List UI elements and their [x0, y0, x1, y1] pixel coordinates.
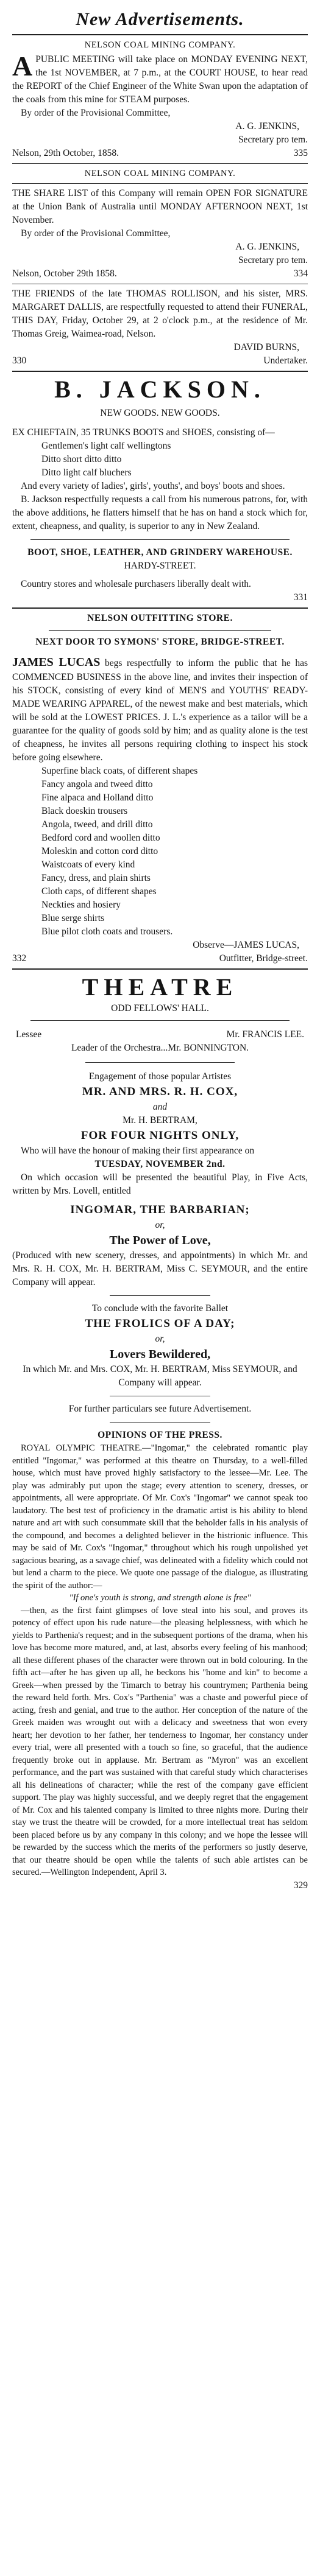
conjunction: or,: [155, 1220, 165, 1230]
ballet-subtitle: Lovers Bewildered,: [109, 1348, 211, 1361]
list-item: Black doeskin trousers: [41, 806, 128, 816]
ad-observe: Observe—JAMES LUCAS,: [193, 940, 299, 950]
ad-signer: Outfitter, Bridge-street.: [219, 953, 308, 964]
list-item: Blue serge shirts: [41, 913, 105, 923]
opinions-title: OPINIONS OF THE PRESS.: [98, 1430, 222, 1440]
ad-line: EX CHIEFTAIN, 35 TRUNKS BOOTS and SHOES, consisting of—: [12, 427, 275, 438]
list-item: Angola, tweed, and drill ditto: [41, 819, 153, 830]
ad-body: Country stores and wholesale purchasers liberally dealt with.: [21, 579, 251, 589]
ballet-cast: In which Mr. and Mrs. COX, Mr. H. BERTRAM, Miss SEYMOUR, and Company will appear.: [23, 1364, 297, 1388]
divider: [12, 968, 308, 970]
lessee-label: Lessee: [16, 1029, 42, 1040]
ad-line: And every variety of ladies', girls', youths', and boys' boots and shoes.: [21, 481, 285, 491]
divider: [30, 539, 290, 540]
appearance-line: Who will have the honour of making their first appearance on: [21, 1146, 255, 1156]
divider: [85, 1062, 235, 1063]
ad-heading: NELSON COAL MINING COMPANY.: [84, 169, 236, 178]
ad-role: Undertaker.: [263, 355, 308, 366]
ad-tagline: NEW GOODS. NEW GOODS.: [100, 408, 220, 418]
divider: [30, 1020, 290, 1021]
divider: [12, 607, 308, 609]
engagement-length: FOR FOUR NIGHTS ONLY,: [80, 1129, 240, 1142]
store-street: HARDY-STREET.: [124, 561, 196, 571]
artists-name: MR. AND MRS. R. H. COX,: [82, 1085, 238, 1098]
ad-order: By order of the Provisional Committee,: [21, 108, 171, 118]
ad-body: begs respectfully to inform the public that he has COMMENCED BUSINESS in the above line, and invites their inspection of his STOCK, consisting of every kind of MEN'S and YOUTHS' READY-MADE WEARING APPAREL, of the newest make and best materials, which will be sold at the LOWEST PRICES. J. L.'s experience as a tailor will be a guarantee for the quality of goods sold by him; and as quality alone is the test of cheapness, he invites all persons requiring clothing to inspect his stock before going elsewhere.: [12, 658, 308, 763]
divider: [12, 163, 308, 164]
list-item: Blue pilot cloth coats and trousers.: [41, 926, 173, 937]
press-paragraph: ROYAL OLYMPIC THEATRE.—"Ingomar," the celebrated romantic play entitled "Ingomar," was performed at this theatre on Thursday, to a well-filled house, which must have proved highly satisfactory to the lessee—Mr. Lee. The play was admirably put upon the stage; every attention to scenery, dresses, or appointments, all were appropriate. Of Mr. Cox's "Ingomar" we cannot speak too laudatory. The best test of proficiency in the dramatic artist is his ability to blend nature and art with such consummate skill that the beholder falls in his analysis of the compound, and becomes a delighted believer in the histrionic influence. This may be said of Mr. Cox's "Ingomar," throughout which his rough unpolished yet sagacious bearing, as a savage chief, was delineated with a fidelity which could not but lend a charm to the piece. We quote one passage of the dialogue, as illustrating the spirit of the author:—: [12, 1443, 308, 1591]
drop-cap: A: [12, 51, 33, 82]
ad-body: B. Jackson respectfully requests a call from his numerous patrons, for, with the above additions, he flatters himself that he has on hand a stock which for, extent, cheapness, and quality, is superior to any in New Zealand.: [12, 494, 308, 531]
press-quote: "If one's youth is strong, and strength alone is free": [69, 1593, 251, 1603]
divider: [12, 371, 308, 372]
conclude-line: To conclude with the favorite Ballet: [91, 1303, 229, 1314]
list-item: Cloth caps, of different shapes: [41, 886, 157, 897]
ad-role: Secretary pro tem.: [238, 255, 308, 265]
conjunction: and: [152, 1102, 168, 1112]
ad-number: 334: [293, 268, 308, 279]
ad-date: Nelson, 29th October, 1858.: [12, 148, 119, 158]
list-item: Neckties and hosiery: [41, 900, 121, 910]
ad-signer: A. G. JENKINS,: [235, 121, 299, 131]
play-title: INGOMAR, THE BARBARIAN;: [70, 1203, 250, 1216]
list-item: Moleskin and cotton cord ditto: [41, 846, 158, 856]
particulars-line: For further particulars see future Advertisement.: [68, 1404, 252, 1414]
goods-list: [12, 439, 308, 480]
play-subtitle: The Power of Love,: [109, 1234, 211, 1247]
list-item: Ditto light calf bluchers: [41, 467, 132, 478]
list-item: Fancy angola and tweed ditto: [41, 779, 153, 789]
stock-list: [12, 765, 308, 939]
ad-order: By order of the Provisional Committee,: [21, 228, 171, 239]
ad-number: 329: [293, 1880, 308, 1891]
conjunction: or,: [155, 1334, 165, 1344]
ad-number: 335: [293, 148, 308, 158]
ad-body: THE SHARE LIST of this Company will remain OPEN FOR SIGNATURE at the Union Bank of Australia until MONDAY AFTERNOON NEXT, 1st November.: [12, 188, 308, 225]
lessee-name: Mr. FRANCIS LEE.: [226, 1029, 304, 1040]
list-item: Bedford cord and woollen ditto: [41, 833, 160, 843]
jackson-ad: [12, 375, 308, 604]
ad-subtitle: ODD FELLOWS' HALL.: [111, 1003, 209, 1013]
list-item: Gentlemen's light calf wellingtons: [41, 441, 171, 451]
ad-role: Secretary pro tem.: [238, 135, 308, 145]
masthead: New Advertisements.: [76, 9, 244, 29]
orchestra-leader: Leader of the Orchestra...Mr. BONNINGTON.: [71, 1043, 249, 1053]
ad-number: 331: [293, 592, 308, 603]
funeral-notice: [12, 287, 308, 368]
ad-number: 332: [12, 953, 27, 964]
store-title: BOOT, SHOE, LEATHER, AND GRINDERY WAREHOUSE.: [27, 547, 293, 558]
ad-signer: DAVID BURNS,: [233, 342, 299, 352]
divider: [12, 34, 308, 35]
performance-date: TUESDAY, NOVEMBER 2nd.: [94, 1159, 226, 1169]
ad-number: 330: [12, 355, 27, 366]
press-opinions: [12, 1442, 308, 1879]
theatre-ad: [12, 973, 308, 1892]
artist-bertram: Mr. H. BERTRAM,: [123, 1115, 197, 1125]
list-item: Ditto short ditto ditto: [41, 454, 122, 464]
outfitting-store-ad: [12, 612, 308, 965]
press-paragraph: —then, as the first faint glimpses of love steal into his soul, and proves its potency of effect upon his rude nature—the pleasing helplessness, with which he yields to Parthenia's request; and in the subsequent portions of the drama, when his love has become more matured, and, at last, absorbs every feeling of his manhood; all these different phases of the character were thrown out in bold colouring. In the fifth act—after he has given up all, he beckons his "home and kin" to become a Greek—when pressed by the Timarch to betray his countrymen; Parthenia being the reward held forth. Mrs. Cox's "Parthenia" was a chaste and powerful piece of acting, fresh and genial, and true to the author. Her conception of the nature of the Greek maiden was wrought out with a delicacy and sweetness that won every heart; her devotion to her father, her tenderness to Ingomar, her constancy under every trial, were all presented with a touch so fine, so graceful, that the audience frequently broke out in applause. Mr. Bertram as "Myron" was an excellent performance, and the part was sustained with that careful study which characterises all his delineations of character; while the rest of the company gave efficient support. The play was highly successful, and we deeply regret that the engagement of Mr. Cox and his talented company is limited to three nights more. During their stay we trust the theatre will be crowded, for a more intellectual treat has seldom been placed before us by any company in this colony; and we hope the lessee will be rewarded by the success which the merits of the performers so justly deserve, that our theatre should be open while the talents of such able artistes can be secured.—Wellington Independent, April 3.: [12, 1605, 308, 1877]
divider: [12, 183, 308, 184]
engagement-line: Engagement of those popular Artistes: [88, 1071, 232, 1082]
ad-date: Nelson, October 29th 1858.: [12, 268, 117, 279]
ad-signer: A. G. JENKINS,: [235, 242, 299, 252]
list-item: Superfine black coats, of different shapes: [41, 766, 198, 776]
divider: [110, 1295, 210, 1296]
ad-title: NELSON OUTFITTING STORE.: [87, 613, 233, 623]
ad-title: THEATRE: [82, 973, 238, 1001]
ad-title: B. JACKSON.: [54, 376, 266, 403]
divider: [110, 1422, 210, 1423]
ad-body: PUBLIC MEETING will take place on MONDAY EVENING NEXT, the 1st NOVEMBER, at 7 p.m., at the COURT HOUSE, to hear read the REPORT of the Chief Engineer of the White Swan upon the adaptation of the coals from this mine for STEAM purposes.: [12, 54, 308, 105]
lead-name: JAMES LUCAS: [12, 656, 101, 669]
list-item: Fine alpaca and Holland ditto: [41, 793, 154, 803]
list-item: Fancy, dress, and plain shirts: [41, 873, 151, 883]
occasion-line: On which occasion will be presented the beautiful Play, in Five Acts, written by Mrs. Lovell, entitled: [12, 1172, 308, 1196]
ad-heading: NELSON COAL MINING COMPANY.: [84, 40, 236, 50]
coal-share-list-ad: [12, 167, 308, 281]
coal-meeting-ad: [12, 38, 308, 160]
list-item: Waistcoats of every kind: [41, 859, 135, 870]
production-note: (Produced with new scenery, dresses, and appointments) in which Mr. and Mrs. R. H. COX, Mr. H. BERTRAM, Miss C. SEYMOUR, and the entire Company will appear.: [12, 1250, 308, 1287]
ad-body: THE FRIENDS of the late THOMAS ROLLISON, and his sister, MRS. MARGARET DALLIS, are respectfully requested to attend their FUNERAL, THIS DAY, Friday, October 29, at 2 o'clock p.m., at the residence of Mr. Thomas Greig, Waimea-road, Nelson.: [12, 289, 308, 339]
ballet-title: THE FROLICS OF A DAY;: [85, 1317, 235, 1330]
ad-subtitle: NEXT DOOR TO SYMONS' STORE, BRIDGE-STREET.: [35, 637, 285, 647]
divider: [49, 630, 271, 631]
